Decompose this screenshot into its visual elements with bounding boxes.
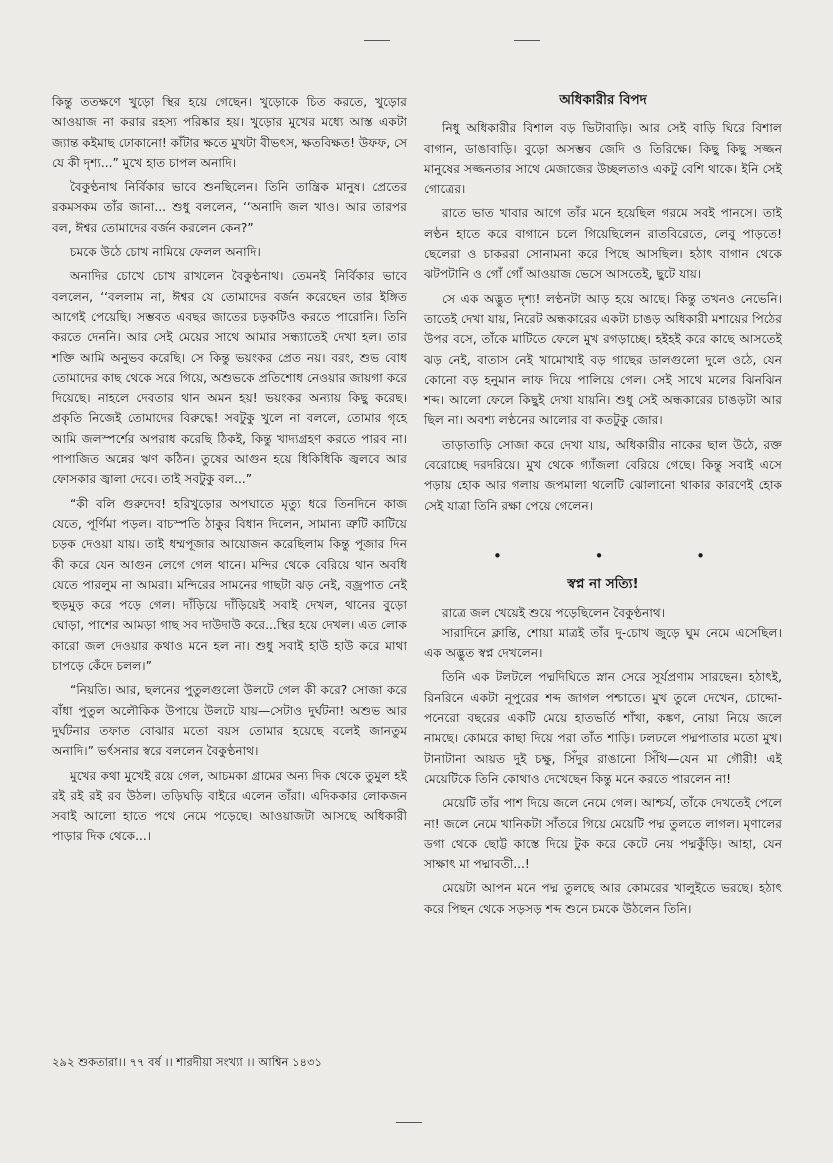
story-paragraph: কিন্তু ততক্ষণে খুড়ো স্থির হয়ে গেছেন। খুড়োকে চিত করতে, খুড়োর আওয়াজ না করার রহস্য পরিষ্কার হয়। খুড়োর মুখের মধ্যে আস্ত একটা জ্যান্ত কইমাছ ঢোকানো! কাঁটার ক্ষতে মুখটা বীভৎস, ক্ষতবিক্ষত! উফফ, সে যে কী দৃশ্য...” মুখে হাত চাপল অনাদি।: [52, 95, 407, 170]
right-column: [424, 90, 782, 919]
story-paragraph: “কী বলি গুরুদেব! হরিখুড়োর অপঘাতে মৃত্যু ধরে তিনদিনে কাজ যেতে, পূর্ণিমা পড়ল। বাচস্পতি ঠাকুর বিধান দিলেন, সামান্য ত্রুটি কাটিয়ে চড়ক দেওয়া যায়। তাই ধম্মপূজার আয়োজন করেছিলাম কিন্তু পূজার দিন কী করে যেন আগুন লেগে গেল থানে। মন্দির থেকে বেরিয়ে থান অবধি যেতে পারলুম না আমরা। মন্দিরের সামনের গাছটা ঝড় নেই, বজ্রপাত নেই হুড়মুড় করে পড়ে গেল। দাঁড়িয়ে দাঁড়িয়েই সবাই দেখল, থানের বুড়ো ঘোড়া, পাশের আমড়া গাছ সব দাউদাউ করে...স্থির হয়ে দেখল। এত লোক কারো জল দেওয়ার কথাও মনে হল না। শুধু সবাই হাউ হাউ করে মাথা চাপড়ে কেঁদে চলল।”: [52, 496, 407, 674]
story-paragraph: মেয়েটা আপন মনে পদ্ম তুলছে আর কোমরের খালুইতে ভরছে। হঠাৎ করে পিছন থেকে সড়সড় শব্দ শুনে চমকে উঠলেন তিনি।: [424, 881, 782, 916]
story-paragraph: তিনি এক টলটলে পদ্মদিঘিতে স্নান সেরে সূর্যপ্রণাম সারছেন। হঠাৎই, রিনরিনে একটা নূপুরের শব্দ জাগল পশ্চাতে। মুখ তুলে দেখেন, চোদ্দো-পনেরো বছরের একটি মেয়ে হাতভর্তি শাঁখা, কঙ্কণ, নোয়া নিয়ে জলে নামছে। কোমরে কাছা দিয়ে পরা তাঁত শাড়ি। ঢলঢলে পদ্মপাতার মতো মুখ। টানাটানা আয়ত দুই চক্ষু, সিঁদুর রাঙানো সিঁথি—যেন মা গৌরী! এই মেয়েটিকে তিনি কোথাও দেখেছেন কিন্তু মনে করতে পারলেন না!: [424, 670, 782, 786]
page-footer: ২৯২ শুকতারা।। ৭৭ বর্ষ ।। শারদীয়া সংখ্যা ।। আশ্বিন ১৪৩১: [52, 1055, 322, 1069]
top-rule-left: [364, 40, 390, 41]
story-paragraph: রাত্রে জল খেয়েই শুয়ে পড়েছিলেন বৈকুণ্ঠনাথ।: [442, 605, 666, 620]
story-paragraph: “নিয়তি। আর, ছলনের পুতুলগুলো উলটে গেল কী করে? সোজা করে বাঁধা পুতুল অলৌকিক উপায়ে উলটে যায়—সেটাও দুর্ঘটনা! অশুভ আর দুর্ঘটনার তফাত বোঝার মতো বয়স তোমার হয়েছে বলেই জানতুম অনাদি।” ভর্ৎসনার স্বরে বললেন বৈকুণ্ঠনাথ।: [52, 683, 407, 759]
story-paragraph: রাতে ভাত খাবার আগে তাঁর মনে হয়েছিল গরমে সবই পানসে। তাই লণ্ঠন হাতে করে বাগানে চলে গিয়েছিলেন রাতবিরেতে, লেবু পাড়তে! ছেলেরা ও চাকররা সোনামনা করে পিছে আসছিল। হঠাৎ বাগান থেকে ঝটপটানি ও গোঁ গোঁ আওয়াজ ভেসে আসতেই, ছুটে যায়।: [424, 206, 782, 282]
story-paragraph: সে এক অদ্ভুত দৃশ্য! লণ্ঠনটা আড় হয়ে আছে। কিন্তু তখনও নেভেনি। তাতেই দেখা যায়, নিরেট অন্ধকারের একটা চাঙড় অধিকারী মশায়ের পিঠের উপর বসে, তাঁকে মাটিতে ফেলে মুখ রগড়াচ্ছে। হইহই করে কাছে আসতেই ঝড় নেই, বাতাস নেই খামোখাই বড় গাছের ডালগুলো দুলে ওঠে, যেন কোনো বড় হনুমান লাফ দিয়ে পালিয়ে গেল। সেই সাথে মলের ঝিনঝিন শব্দ। আলো ফেলে কিছুই দেখা যায়নি। শুধু সেই অন্ধকারের চাঙড়টা আর ছিল না। অবশ্য লণ্ঠনের আলোর বা কতটুকু জোর।: [424, 291, 782, 428]
story-paragraph: মেয়েটি তাঁর পাশ দিয়ে জলে নেমে গেল। আশ্চর্য, তাঁকে দেখতেই পেলে না! জলে নেমে খানিকটা সাঁতরে গিয়ে মেয়েটি পদ্ম তুলতে লাগল। মৃণালের ডগা থেকে ছোট্ট কাস্তে দিয়ে টুক করে কেটে নেয় পদ্মকুঁড়ি। আহা, যেন সাক্ষাৎ মা পদ্মাবতী...!: [424, 796, 782, 872]
top-rule-right: [514, 40, 540, 41]
bottom-rule: [396, 1122, 422, 1123]
left-column: [52, 92, 407, 847]
story-paragraph: তাড়াতাড়ি সোজা করে দেখা যায়, অধিকারীর নাকের ছাল উঠে, রক্ত বেরোচ্ছে দরদরিয়ে। মুখ থেকে গ্যাঁজলা বেরিয়ে গেছে। কিন্তু সবাই এসে পড়ায় হোক আর গলায় জপমালা থলেটি ঝোলানো থাকার কারণেই হোক সেই যাত্রা তিনি রক্ষা পেয়ে গেলেন।: [424, 437, 782, 513]
section-heading: অধিকারীর বিপদ: [559, 92, 647, 108]
story-paragraph: নিধু অধিকারীর বিশাল বড় ভিটাবাড়ি। আর সেই বাড়ি ঘিরে বিশাল বাগান, ডাঙাবাড়ি। বুড়ো অসম্ভব জেদি ও তিরিক্ষে। কিছু কিছু সজ্জন মানুষের সজ্জনতার সাথে মেজাজের উচ্ছলতাও একটু বেশি থাকে। ইনি সেই গোত্রের।: [424, 121, 782, 197]
section-divider: • • •: [492, 546, 750, 565]
story-paragraph: চমকে উঠে চোখ নামিয়ে ফেলল অনাদি।: [70, 245, 261, 260]
story-paragraph: মুখের কথা মুখেই রয়ে গেল, আচমকা গ্রামের অন্য দিক থেকে তুমুল হই রই রই রই রব উঠল। তড়িঘড়ি বাইরে এলেন তাঁরা। এদিককার লোকজন সবাই আলো হাতে পথে নেমে পড়েছে। আওয়াজটা আসছে অধিকারী পাড়ার দিক থেকে...।: [52, 768, 407, 844]
section-heading: স্বপ্ন না সত্যি!: [567, 576, 639, 593]
story-paragraph: সারাদিনে ক্লান্তি, শোয়া মাত্রই তাঁর দু-চোখ জুড়ে ঘুম নেমে এসেছিল। এক অদ্ভুত স্বপ্ন দেখলেন।: [424, 625, 782, 661]
story-paragraph: বৈকুণ্ঠনাথ নির্বিকার ভাবে শুনছিলেন। তিনি তান্ত্রিক মানুষ। প্রেতের রকমসকম তাঁর জানা... শুধু বললেন, ‘‘অনাদি জল খাও। আর তারপর বল, ঈশ্বর তোমাদের বর্জন করলেন কেন?”: [52, 180, 407, 235]
story-paragraph: অনাদির চোখে চোখ রাখলেন বৈকুণ্ঠনাথ। তেমনই নির্বিকার ভাবে বললেন, ‘‘বললাম না, ঈশ্বর যে তোমাদের বর্জন করেছেন তার ইঙ্গিত আগেই পেয়েছি। সম্ভবত এবছর জাতের চড়কটিও করতে পারোনি। তিনি করতে দেননি। আর সেই মেয়ের সাথে আমার সন্ধ্যাতেই দেখা হল। তার শক্তি আমি অনুভব করেছি। সে কিন্তু ভয়ংকর প্রেত নয়। বরং, শুভ বোধ তোমাদের কাছ থেকে সরে গিয়ে, অশুভকে প্রতিশোধ নেওয়ার জায়গা করে দিয়েছে। নাহলে দেবতার থান অমন হয়! ভয়ংকর অন্যায় কিছু করেছ। প্রকৃতি নিজেই তোমাদের বিরুদ্ধে! সবটুকু খুলে না বললে, তোমার গৃহে আমি জলস্পর্শের অপরাধ করেছি ঠিকই, কিন্তু খাদ্যগ্রহণ করতে পারব না। পাপাজিত অন্নের ঋণ কঠিন। তুষের আগুন হয়ে ধিকিধিকি জ্বলবে আর ফোসকার জ্বালা দেবে। তাই সবটুকু বল...”: [52, 269, 407, 487]
